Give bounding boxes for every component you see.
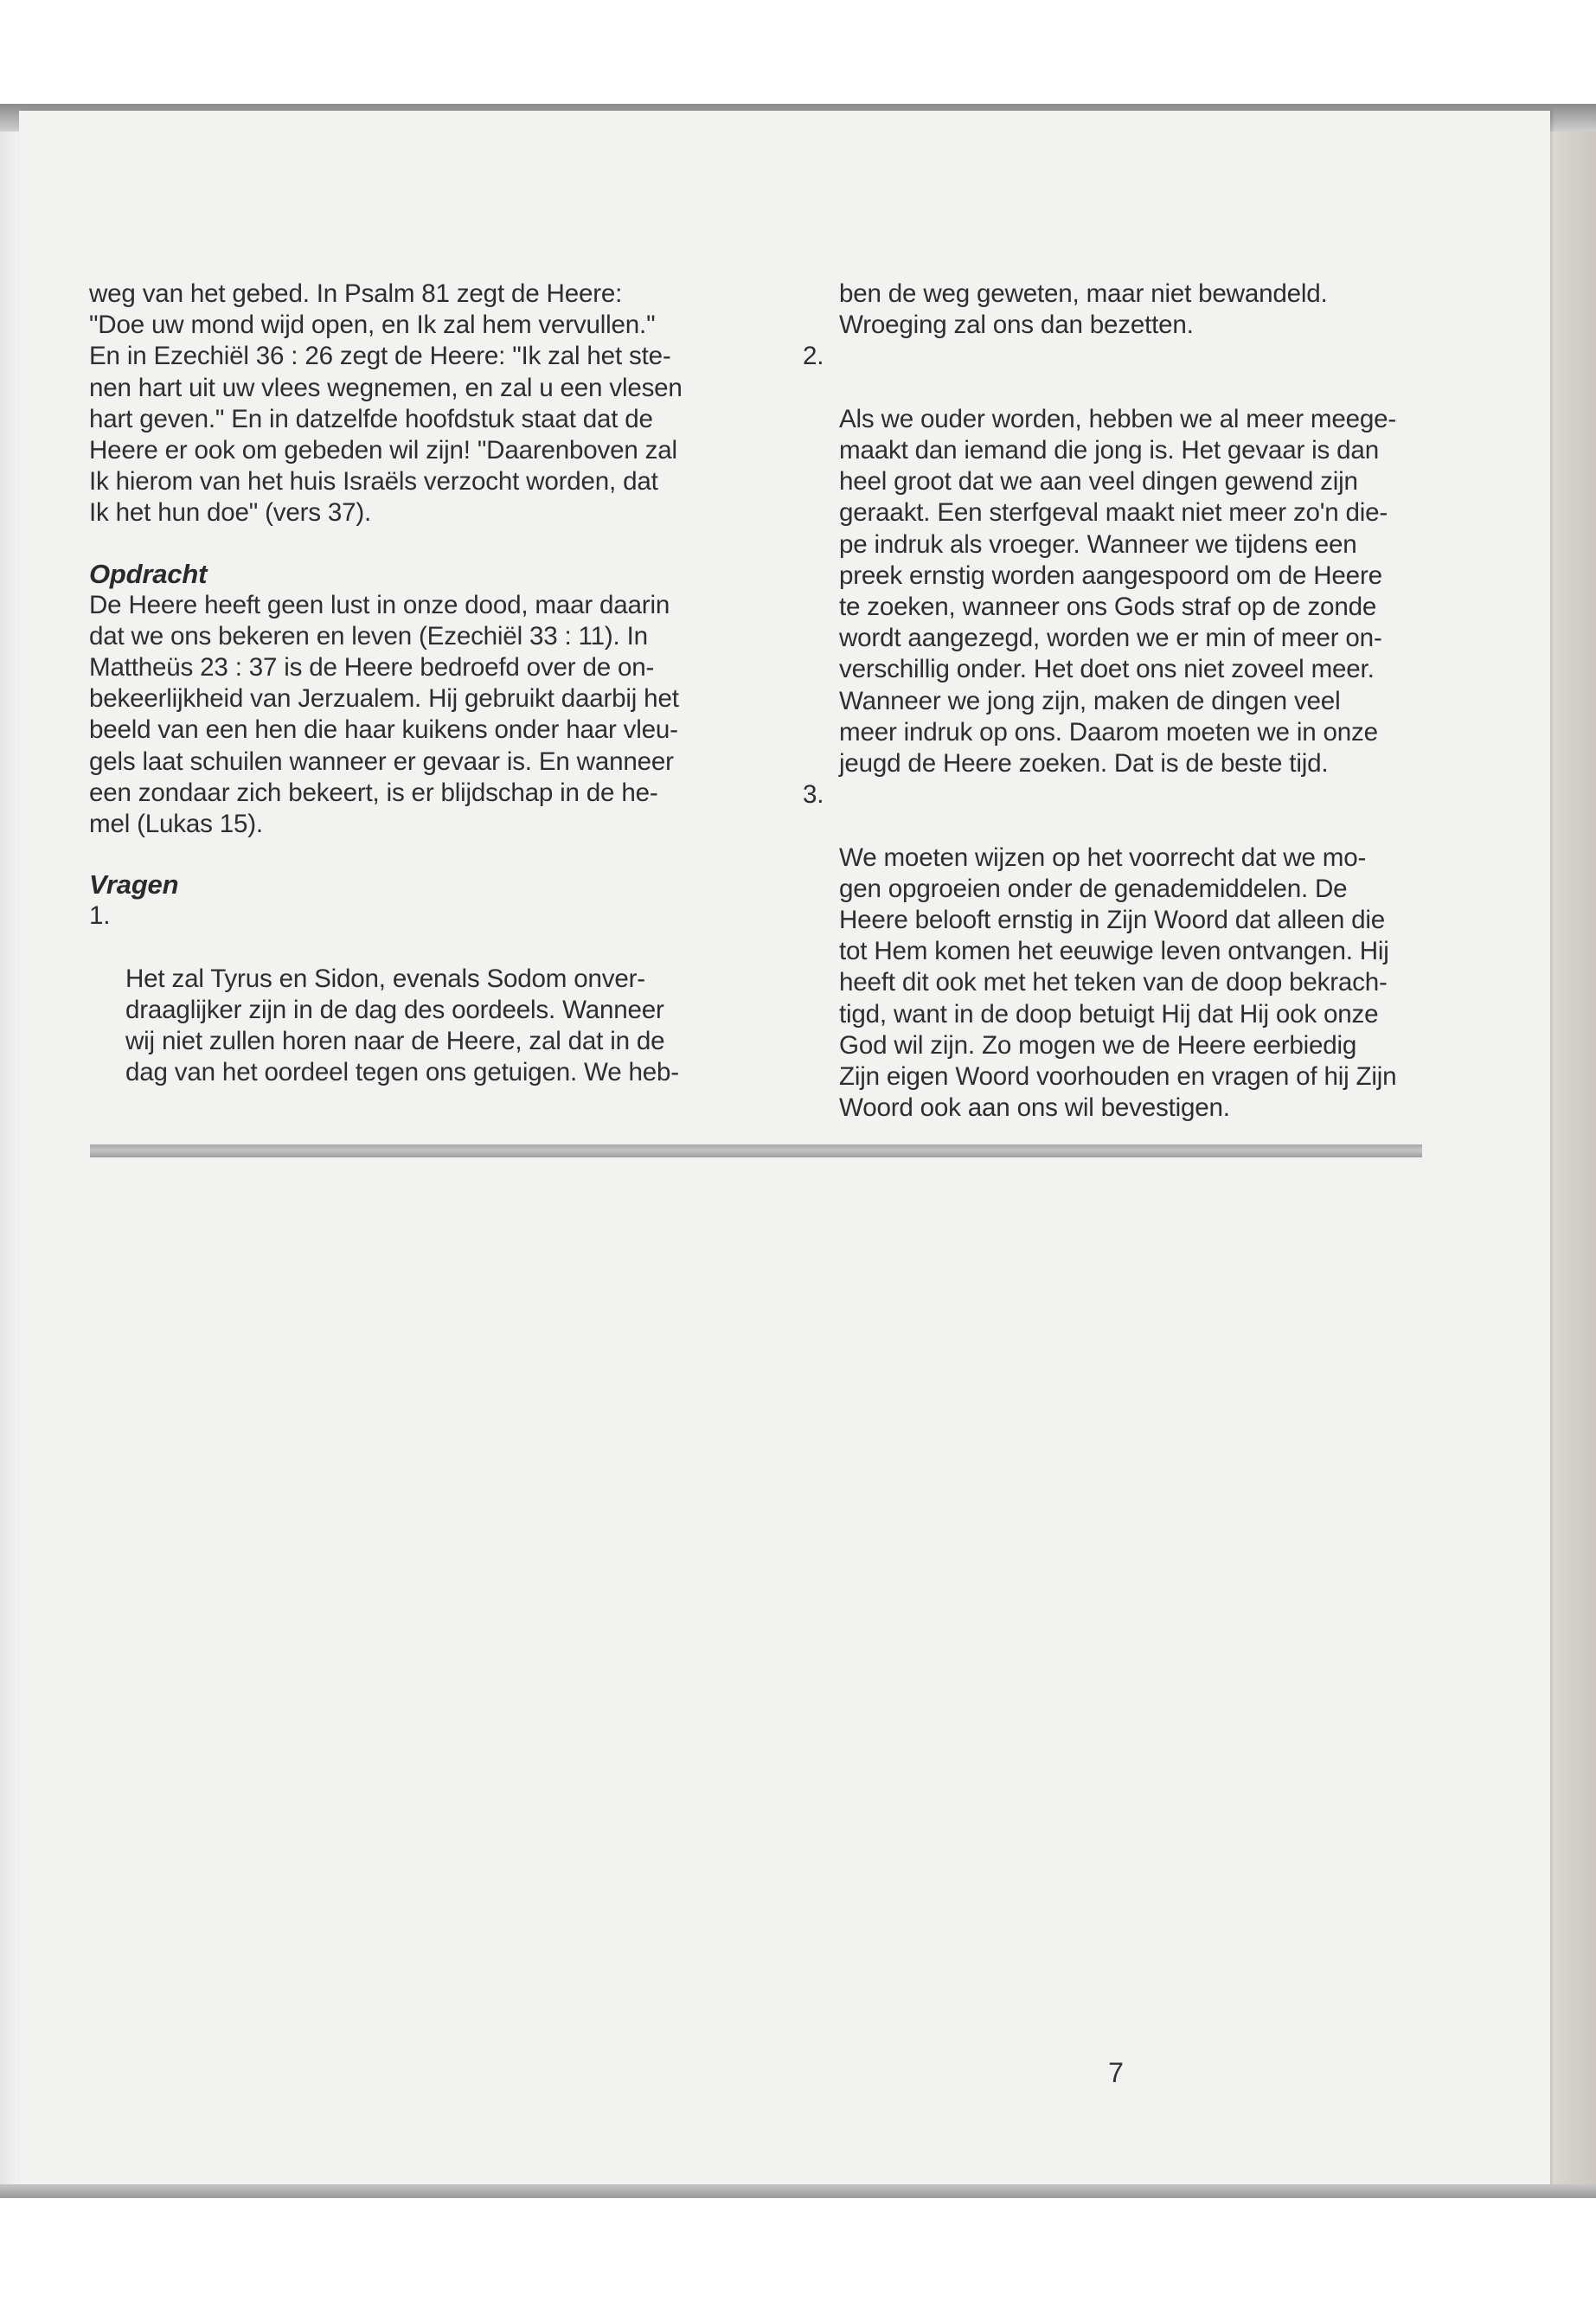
vraag-item-3 — [803, 779, 1419, 1124]
opdracht-paragraph: De Heere heeft geen lust in onze dood, maar daarin dat we ons bekeren en leven (Ezechiël 33 : 11). In Mattheüs 23 : 37 is de Heere bedroefd over de on- bekeerlijkheid van Jerzualem. Hij gebruikt daarbij het beeld van een hen die haar kuikens onder haar vleu- gels laat schuilen wanneer er gevaar is. En wanneer een zondaar zich bekeert, is er blijdschap in de he- mel (Lukas 15). — [89, 590, 679, 839]
scan-bottom-edge — [0, 2184, 1596, 2198]
left-column — [89, 279, 721, 1120]
continuation-paragraph: ben de weg geweten, maar niet bewandeld. Wroeging zal ons dan bezetten. — [839, 279, 1328, 340]
vraag-item-2-number: 2. — [803, 342, 824, 371]
vraag-item-3-text: We moeten wijzen op het voorrecht dat we mo- gen opgroeien onder de genademiddelen. De Heere belooft ernstig in Zijn Woord dat alleen die tot Hem komen het eeuwige leven ontvangen. Hij heeft dit ook met het teken van de doop bekrach- tigd, want in de doop betuigt Hij dat Hij ook onze God wil zijn. Zo mogen we de Heere eerbiedig Zijn eigen Woord voorhouden en vragen of hij Zijn Woord ook aan ons wil bevestigen. — [839, 843, 1397, 1123]
section-divider — [90, 1144, 1422, 1157]
vraag-item-2 — [803, 341, 1419, 779]
vraag-item-3-number: 3. — [803, 780, 824, 810]
vraag-item-2-text: Als we ouder worden, hebben we al meer meege- maakt dan iemand die jong is. Het gevaar is dan heel groot dat we aan veel dingen gewend zijn geraakt. Een sterfgeval maakt niet meer zo'n die- pe indruk als vroeger. Wanneer we tijdens een preek ernstig worden aangespoord om de Heere te zoeken, wanneer ons Gods straf op de zonde wordt aangezegd, worden we er min of meer on- verschillig onder. Het doet ons niet zoveel meer. Wanneer we jong zijn, maken de dingen veel meer indruk op ons. Daarom moeten we in onze jeugd de Heere zoeken. Dat is de beste tijd. — [839, 404, 1397, 779]
vragen-heading: Vragen — [89, 869, 179, 901]
page-number: 7 — [1108, 2057, 1124, 2088]
vraag-item-1 — [89, 901, 721, 1119]
right-column — [803, 279, 1419, 1124]
vraag-item-1-text: Het zal Tyrus en Sidon, evenals Sodom onver- draaglijker zijn in de dag des oordeels. Wanneer wij niet zullen horen naar de Heere, zal dat in de dag van het oordeel tegen ons getuigen. We heb- — [125, 964, 679, 1087]
intro-paragraph: weg van het gebed. In Psalm 81 zegt de Heere: "Doe uw mond wijd open, en Ik zal hem vervullen." En in Ezechiël 36 : 26 zegt de Heere: "Ik zal het ste- nen hart uit uw vlees wegnemen, en zal u een vlesen hart geven." En in datzelfde hoofdstuk staat dat de Heere er ook om gebeden wil zijn! "Daarenboven zal Ik hierom van het huis Israëls verzocht worden, dat Ik het hun doe" (vers 37). — [89, 279, 683, 528]
vraag-item-1-number: 1. — [89, 901, 111, 931]
opdracht-heading: Opdracht — [89, 558, 208, 589]
